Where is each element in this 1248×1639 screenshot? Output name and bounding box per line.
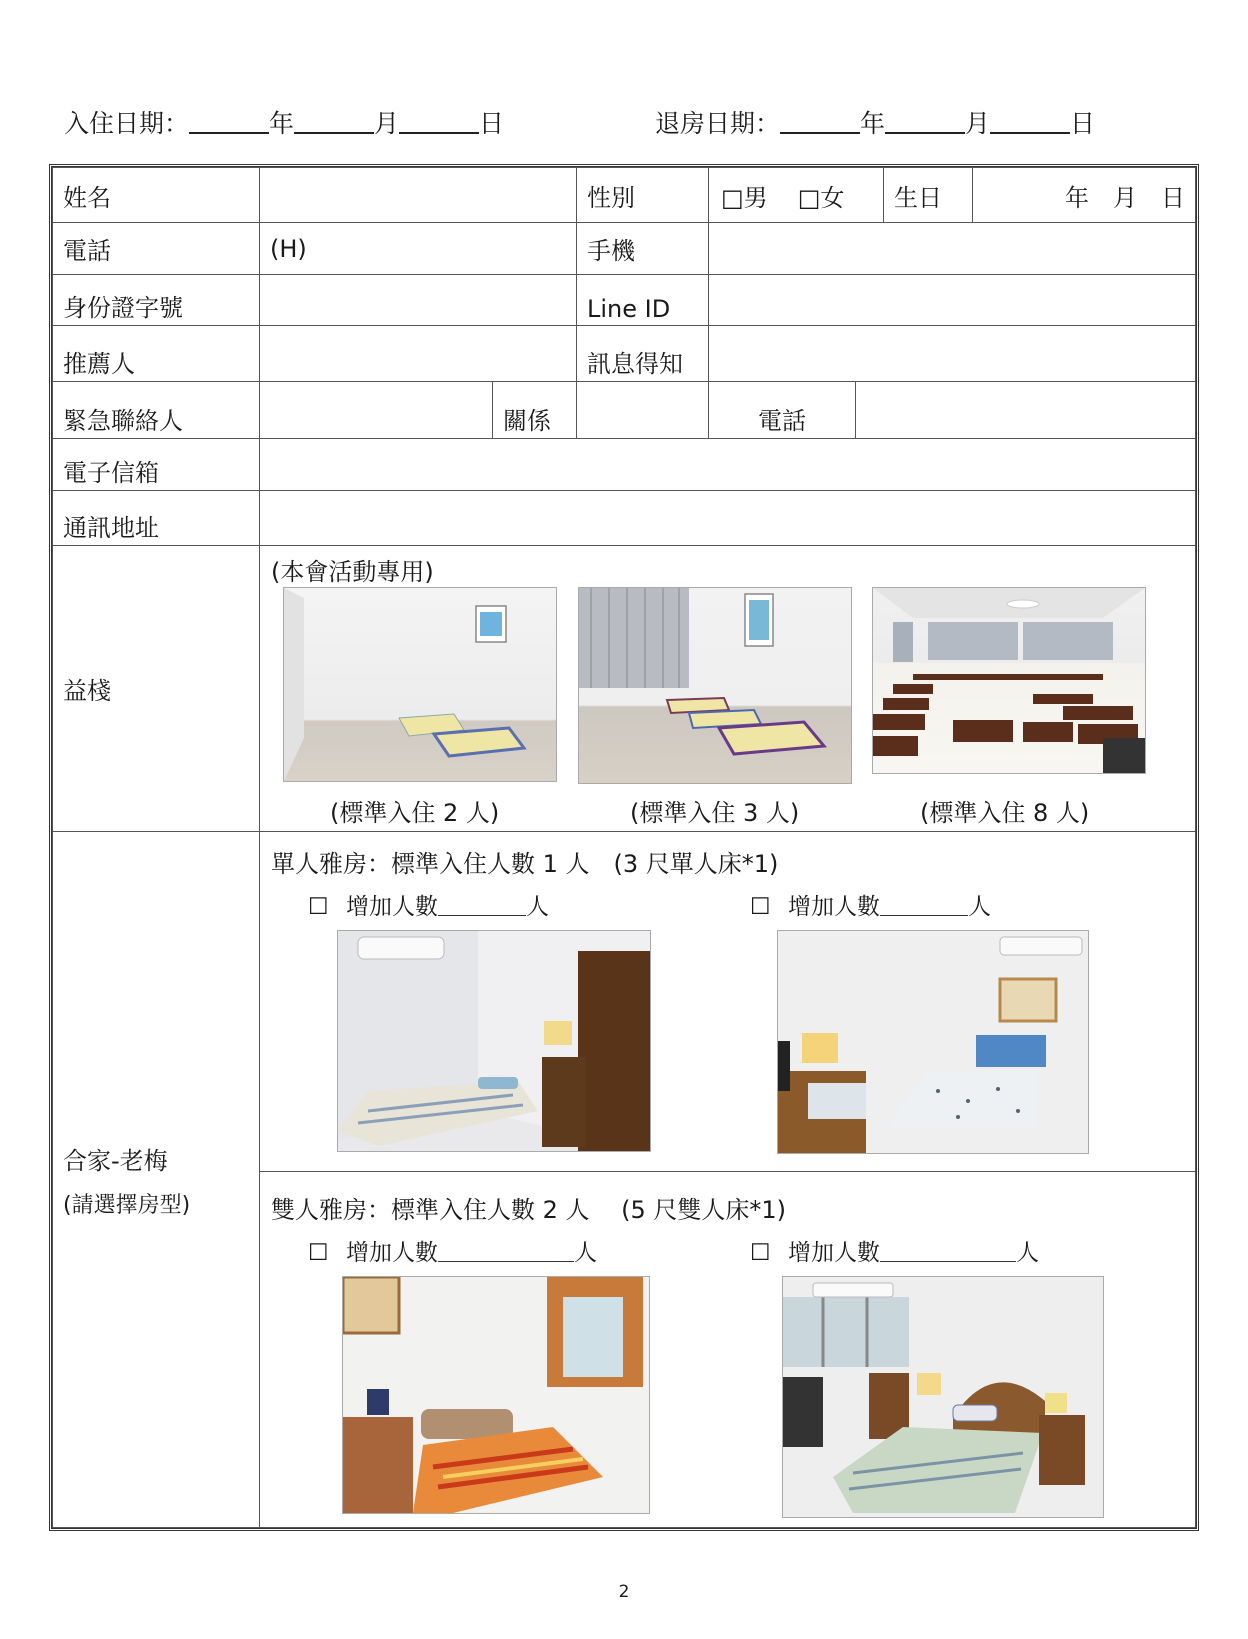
yizhan-room-3-photo bbox=[578, 587, 852, 784]
emergency-contact-label: 緊急聯絡人 bbox=[53, 382, 260, 439]
mobile-field[interactable] bbox=[709, 223, 1196, 275]
hejia-label: 合家-老梅 bbox=[63, 1146, 168, 1175]
female-checkbox[interactable]: □女 bbox=[797, 183, 845, 212]
add-people-label: 增加人數 bbox=[345, 1240, 438, 1266]
double-room-title: 雙人雅房：標準入住人數 2 人 (5 尺雙人床*1) bbox=[271, 1196, 787, 1224]
emergency-contact-field[interactable] bbox=[260, 382, 493, 439]
yizhan-room-8-photo bbox=[872, 587, 1146, 774]
hejia-label-cell bbox=[53, 832, 260, 1528]
checkin-day-field[interactable] bbox=[399, 110, 479, 134]
double-add-row-2 bbox=[750, 1234, 1039, 1267]
gender-options bbox=[709, 168, 884, 223]
address-label: 通訊地址 bbox=[53, 491, 260, 546]
double-add-count-2[interactable] bbox=[880, 1241, 1016, 1262]
relation-label: 關係 bbox=[493, 382, 577, 439]
checkin-year-field[interactable] bbox=[189, 110, 269, 134]
email-label: 電子信箱 bbox=[53, 439, 260, 491]
checkout-month-field[interactable] bbox=[885, 110, 965, 134]
gender-label: 性別 bbox=[577, 168, 709, 223]
checkout-label: 退房日期： bbox=[655, 109, 781, 138]
line-id-label: Line ID bbox=[577, 275, 709, 326]
page-number: 2 bbox=[618, 1582, 630, 1602]
name-field[interactable] bbox=[260, 168, 577, 223]
referrer-label: 推薦人 bbox=[53, 326, 260, 382]
info-source-label: 訊息得知 bbox=[577, 326, 709, 382]
referrer-field[interactable] bbox=[260, 326, 577, 382]
registration-form bbox=[52, 167, 1196, 1528]
single-room-title: 單人雅房：標準入住人數 1 人 (3 尺單人床*1) bbox=[271, 850, 779, 878]
single-add-row-2 bbox=[750, 888, 991, 921]
mobile-label: 手機 bbox=[577, 223, 709, 275]
single-add-count-2[interactable] bbox=[880, 895, 968, 916]
single-room-photo-2 bbox=[777, 930, 1089, 1154]
double-room-section bbox=[260, 1172, 1196, 1528]
single-room-photo-1 bbox=[337, 930, 651, 1152]
yizhan-label: 益棧 bbox=[53, 546, 260, 832]
email-field[interactable] bbox=[260, 439, 1196, 491]
add-people-label: 增加人數 bbox=[345, 894, 438, 920]
add-people-label: 增加人數 bbox=[787, 894, 880, 920]
double-add-count-1[interactable] bbox=[438, 1241, 574, 1262]
male-checkbox[interactable]: □男 bbox=[721, 183, 768, 212]
day-unit: 日 bbox=[479, 109, 505, 138]
checkin-label: 入住日期： bbox=[64, 109, 190, 138]
relation-field[interactable] bbox=[577, 382, 709, 439]
day-unit: 日 bbox=[1070, 109, 1096, 138]
checkout-year-field[interactable] bbox=[780, 110, 860, 134]
person-unit: 人 bbox=[573, 1240, 597, 1266]
birthday-label: 生日 bbox=[884, 168, 973, 223]
single-add-checkbox-2[interactable]: ☐ bbox=[750, 894, 771, 920]
yizhan-caption-2: (標準入住 2 人) bbox=[330, 799, 500, 827]
single-add-checkbox-1[interactable]: ☐ bbox=[308, 894, 329, 920]
checkout-day-field[interactable] bbox=[990, 110, 1070, 134]
month-unit: 月 bbox=[965, 109, 991, 138]
double-room-photo-2 bbox=[782, 1276, 1104, 1518]
id-number-field[interactable] bbox=[260, 275, 577, 326]
yizhan-caption-8: (標準入住 8 人) bbox=[920, 799, 1090, 827]
phone-home-field[interactable]: (H) bbox=[260, 223, 577, 275]
add-people-label: 增加人數 bbox=[787, 1240, 880, 1266]
year-unit: 年 bbox=[269, 109, 295, 138]
emergency-phone-field[interactable] bbox=[856, 382, 1196, 439]
hejia-sublabel: (請選擇房型) bbox=[63, 1192, 191, 1218]
emergency-phone-label: 電話 bbox=[709, 382, 856, 439]
checkin-month-field[interactable] bbox=[294, 110, 374, 134]
checkin-date bbox=[64, 104, 504, 140]
year-unit: 年 bbox=[860, 109, 886, 138]
person-unit: 人 bbox=[525, 894, 549, 920]
double-add-checkbox-2[interactable]: ☐ bbox=[750, 1240, 771, 1266]
double-add-checkbox-1[interactable]: ☐ bbox=[308, 1240, 329, 1266]
month-unit: 月 bbox=[374, 109, 400, 138]
line-id-field[interactable] bbox=[709, 275, 1196, 326]
single-room-section bbox=[260, 832, 1196, 1172]
info-source-field[interactable] bbox=[709, 326, 1196, 382]
person-unit: 人 bbox=[1015, 1240, 1039, 1266]
yizhan-section bbox=[260, 546, 1196, 832]
double-room-photo-1 bbox=[342, 1276, 650, 1514]
name-label: 姓名 bbox=[53, 168, 260, 223]
address-field[interactable] bbox=[260, 491, 1196, 546]
birthday-field[interactable]: 年 月 日 bbox=[973, 168, 1196, 223]
double-add-row-1 bbox=[308, 1234, 597, 1267]
yizhan-room-2-photo bbox=[283, 587, 557, 782]
checkout-date bbox=[655, 104, 1095, 140]
yizhan-caption-3: (標準入住 3 人) bbox=[630, 799, 800, 827]
phone-label: 電話 bbox=[53, 223, 260, 275]
single-add-row-1 bbox=[308, 888, 549, 921]
id-number-label: 身份證字號 bbox=[53, 275, 260, 326]
person-unit: 人 bbox=[967, 894, 991, 920]
single-add-count-1[interactable] bbox=[438, 895, 526, 916]
yizhan-note: (本會活動專用) bbox=[271, 558, 434, 586]
